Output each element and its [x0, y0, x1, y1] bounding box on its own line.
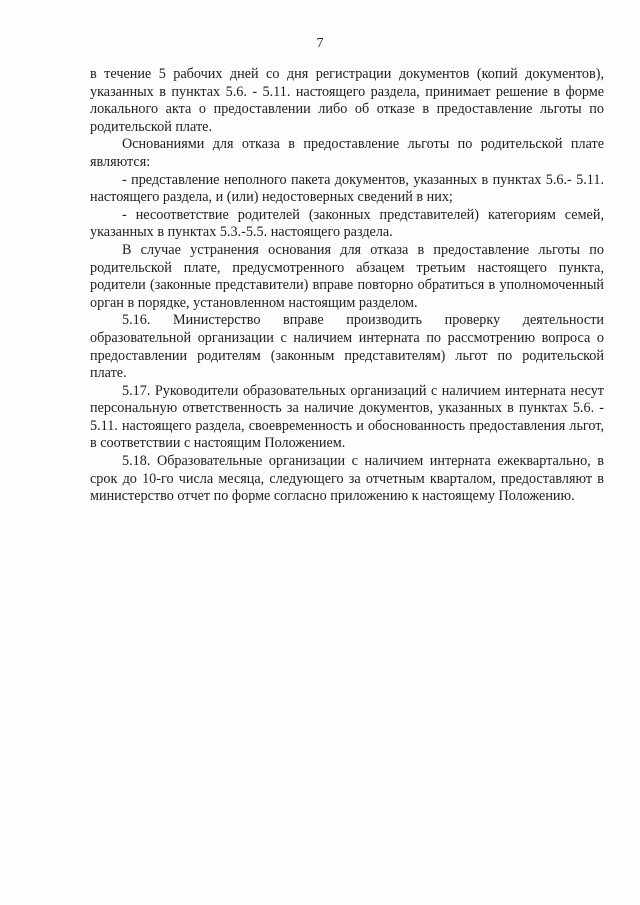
- paragraph-refusal-grounds: Основаниями для отказа в предоставление льготы по родительской плате являются:: [90, 136, 604, 170]
- document-body: [90, 66, 604, 506]
- paragraph-5-16: 5.16. Министерство вправе производить проверку деятельности образовательной организации с наличием интерната по рассмотрению вопроса о предоставлении родителям (законным представителям) льгот по родительской плате.: [90, 312, 604, 382]
- paragraph-incomplete-documents: - представление неполного пакета документов, указанных в пунктах 5.6.- 5.11. настоящего раздела, и (или) недостоверных сведений в них;: [90, 171, 604, 206]
- paragraph-decision: в течение 5 рабочих дней со дня регистрации документов (копий документов), указанных в пунктах 5.6. - 5.11. настоящего раздела, принимает решение в форме локального акта о предоставлении либо об отказе в предоставление льготы по родительской плате.: [90, 66, 604, 135]
- paragraph-resubmission: В случае устранения основания для отказа в предоставление льготы по родительской плате, предусмотренного абзацем третьим настоящего пункта, родители (законные представители) вправе повторно обратиться в уполномоченный орган в порядке, установленном настоящим разделом.: [90, 241, 604, 311]
- paragraph-5-17: 5.17. Руководители образовательных организаций с наличием интерната несут персональную ответственность за наличие документов, указанных в пунктах 5.6. - 5.11. настоящего раздела, своевременность и обоснованность предоставления льгот, в соответствии с настоящим Положением.: [90, 382, 604, 452]
- paragraph-category-mismatch: - несоответствие родителей (законных представителей) категориям семей, указанных в пунктах 5.3.-5.5. настоящего раздела.: [90, 206, 604, 241]
- page-number: 7: [316, 36, 324, 51]
- paragraph-5-18: 5.18. Образовательные организации с наличием интерната ежеквартально, в срок до 10-го числа месяца, следующего за отчетным кварталом, предоставляют в министерство отчет по форме согласно приложению к настоящему Положению.: [90, 453, 604, 505]
